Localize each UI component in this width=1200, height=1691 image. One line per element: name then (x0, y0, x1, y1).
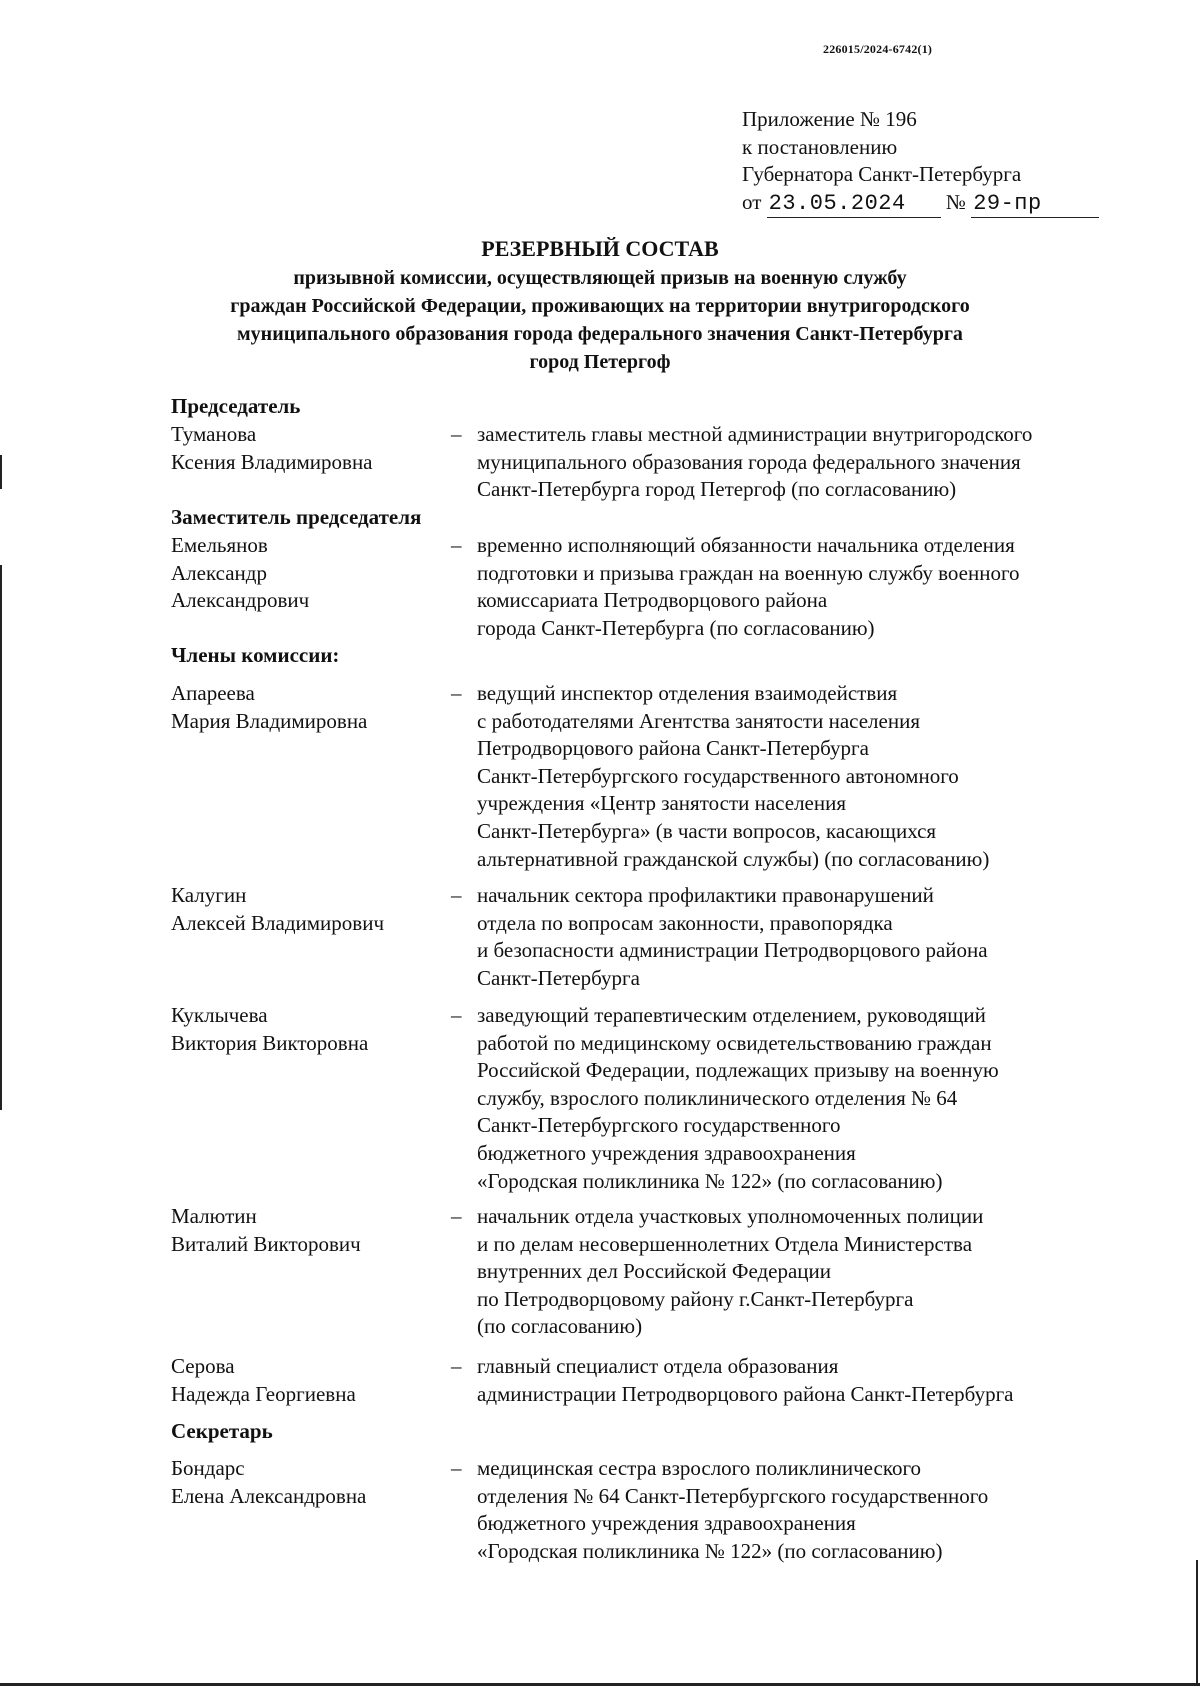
position-line: Санкт-Петербургского государственного (477, 1113, 841, 1138)
position-line: подготовки и призыва граждан на военную службу военного (477, 560, 1020, 585)
position-line: медицинская сестра взрослого поликлинического (477, 1456, 922, 1480)
position-line: главный специалист отдела образования (477, 1354, 839, 1378)
position-line: Российской Федерации, подлежащих призыву на военную (477, 1058, 999, 1083)
position-line: «Городская поликлиника № 122» (по согласованию) (477, 1538, 943, 1563)
entry-dash: – (451, 1204, 462, 1228)
section-deputy: Заместитель председателя (171, 505, 422, 529)
name-line: Александрович (171, 588, 310, 613)
name-line: Александр (171, 560, 267, 585)
position-line: по Петродворцовому району г.Санкт-Петербурга (477, 1286, 914, 1311)
position-line: начальник сектора профилактики правонарушений (477, 883, 934, 907)
subtitle-line: граждан Российской Федерации, проживающих на территории внутригородского (230, 295, 970, 317)
member-position (477, 1002, 1137, 1195)
name-line: Калугин (171, 883, 247, 907)
position-line: Санкт-Петербурга город Петергоф (по согласованию) (477, 477, 957, 502)
section-members: Члены комиссии: (171, 643, 340, 667)
subtitle-line: город Петергоф (529, 351, 671, 373)
position-line: отдела по вопросам законности, правопорядка (477, 910, 893, 935)
position-line: бюджетного учреждения здравоохранения (477, 1511, 856, 1536)
name-line: Апареева (171, 681, 255, 705)
entry-dash: – (451, 1354, 462, 1378)
number-value: 29-пр (971, 190, 1099, 219)
position-line: учреждения «Центр занятости населения (477, 791, 847, 816)
position-line: (по согласованию) (477, 1314, 643, 1339)
member-position (477, 1203, 1137, 1341)
name-line: Виталий Викторович (171, 1231, 361, 1256)
position-line: отделения № 64 Санкт-Петербургского государственного (477, 1483, 989, 1508)
name-line: Малютин (171, 1204, 257, 1228)
document-title: РЕЗЕРВНЫЙ СОСТАВ (481, 236, 719, 261)
position-line: внутренних дел Российской Федерации (477, 1259, 832, 1284)
entry-dash: – (451, 883, 462, 907)
position-line: временно исполняющий обязанности начальника отделения (477, 533, 1015, 557)
position-line: «Городская поликлиника № 122» (по согласованию) (477, 1168, 943, 1193)
position-line: и по делам несовершеннолетних Отдела Министерства (477, 1231, 973, 1256)
position-line: муниципального образования города федерального значения (477, 449, 1021, 474)
member-name (171, 1203, 441, 1258)
section-secretary: Секретарь (171, 1419, 273, 1443)
position-line: заместитель главы местной администрации внутригородского (477, 422, 1033, 446)
subtitle-line: призывной комиссии, осуществляющей призыв на военную службу (293, 267, 907, 289)
date-value: 23.05.2024 (767, 190, 941, 219)
position-line: с работодателями Агентства занятости населения (477, 708, 920, 733)
name-line: Туманова (171, 422, 257, 446)
name-line: Емельянов (171, 533, 268, 557)
name-line: Куклычева (171, 1003, 268, 1027)
section-chairman: Председатель (171, 394, 301, 418)
document-number: 226015/2024-6742(1) (823, 42, 933, 56)
position-line: заведующий терапевтическим отделением, руководящий (477, 1003, 986, 1027)
entry-dash: – (451, 681, 462, 705)
entry-dash: – (451, 533, 462, 557)
position-line: города Санкт-Петербурга (по согласованию) (477, 615, 875, 640)
position-line: и безопасности администрации Петродворцового района (477, 938, 988, 963)
position-line: начальник отдела участковых уполномоченных полиции (477, 1204, 984, 1228)
name-line: Бондарс (171, 1456, 245, 1480)
position-line: комиссариата Петродворцового района (477, 588, 828, 613)
member-name (171, 882, 441, 937)
document-subtitle (150, 264, 1050, 376)
member-position (477, 532, 1137, 642)
appendix-line: Приложение № 196 (742, 107, 917, 131)
position-line: Петродворцового района Санкт-Петербурга (477, 736, 869, 761)
scan-edge-line (1196, 1560, 1198, 1685)
name-line: Мария Владимировна (171, 708, 368, 733)
position-line: альтернативной гражданской службы) (по согласованию) (477, 846, 990, 871)
name-line: Виктория Викторовна (171, 1030, 369, 1055)
name-line: Алексей Владимирович (171, 910, 385, 935)
name-line: Надежда Георгиевна (171, 1381, 356, 1406)
member-position (477, 680, 1137, 873)
member-position (477, 1455, 1137, 1565)
member-name (171, 421, 441, 476)
appendix-line: Губернатора Санкт-Петербурга (742, 162, 1022, 186)
appendix-date-line (742, 189, 1099, 219)
position-line: администрации Петродворцового района Санкт-Петербурга (477, 1381, 1014, 1406)
member-position (477, 1353, 1137, 1408)
entry-dash: – (451, 1456, 462, 1480)
position-line: Санкт-Петербурга» (в части вопросов, касающихся (477, 818, 937, 843)
entry-dash: – (451, 422, 462, 446)
member-name (171, 680, 441, 735)
position-line: службу, взрослого поликлинического отделения № 64 (477, 1085, 958, 1110)
name-line: Ксения Владимировна (171, 449, 373, 474)
name-line: Елена Александровна (171, 1483, 367, 1508)
number-prefix: № (945, 189, 966, 214)
date-prefix: от (742, 189, 762, 214)
position-line: Санкт-Петербурга (477, 965, 640, 990)
member-position (477, 882, 1137, 992)
subtitle-line: муниципального образования города федерального значения Санкт-Петербурга (237, 323, 963, 345)
position-line: бюджетного учреждения здравоохранения (477, 1140, 856, 1165)
scan-margin-mark (0, 455, 2, 489)
position-line: работой по медицинскому освидетельствованию граждан (477, 1030, 992, 1055)
member-name (171, 1455, 441, 1510)
scan-bottom-edge (0, 1683, 1200, 1686)
name-line: Серова (171, 1354, 235, 1378)
scan-margin-mark (0, 565, 2, 1110)
position-line: Санкт-Петербургского государственного автономного (477, 763, 959, 788)
member-name (171, 1002, 441, 1057)
position-line: ведущий инспектор отделения взаимодействия (477, 681, 898, 705)
member-name (171, 1353, 441, 1408)
appendix-line: к постановлению (742, 134, 898, 159)
entry-dash: – (451, 1003, 462, 1027)
member-name (171, 532, 441, 615)
appendix-block (742, 106, 1099, 218)
member-position (477, 421, 1137, 504)
